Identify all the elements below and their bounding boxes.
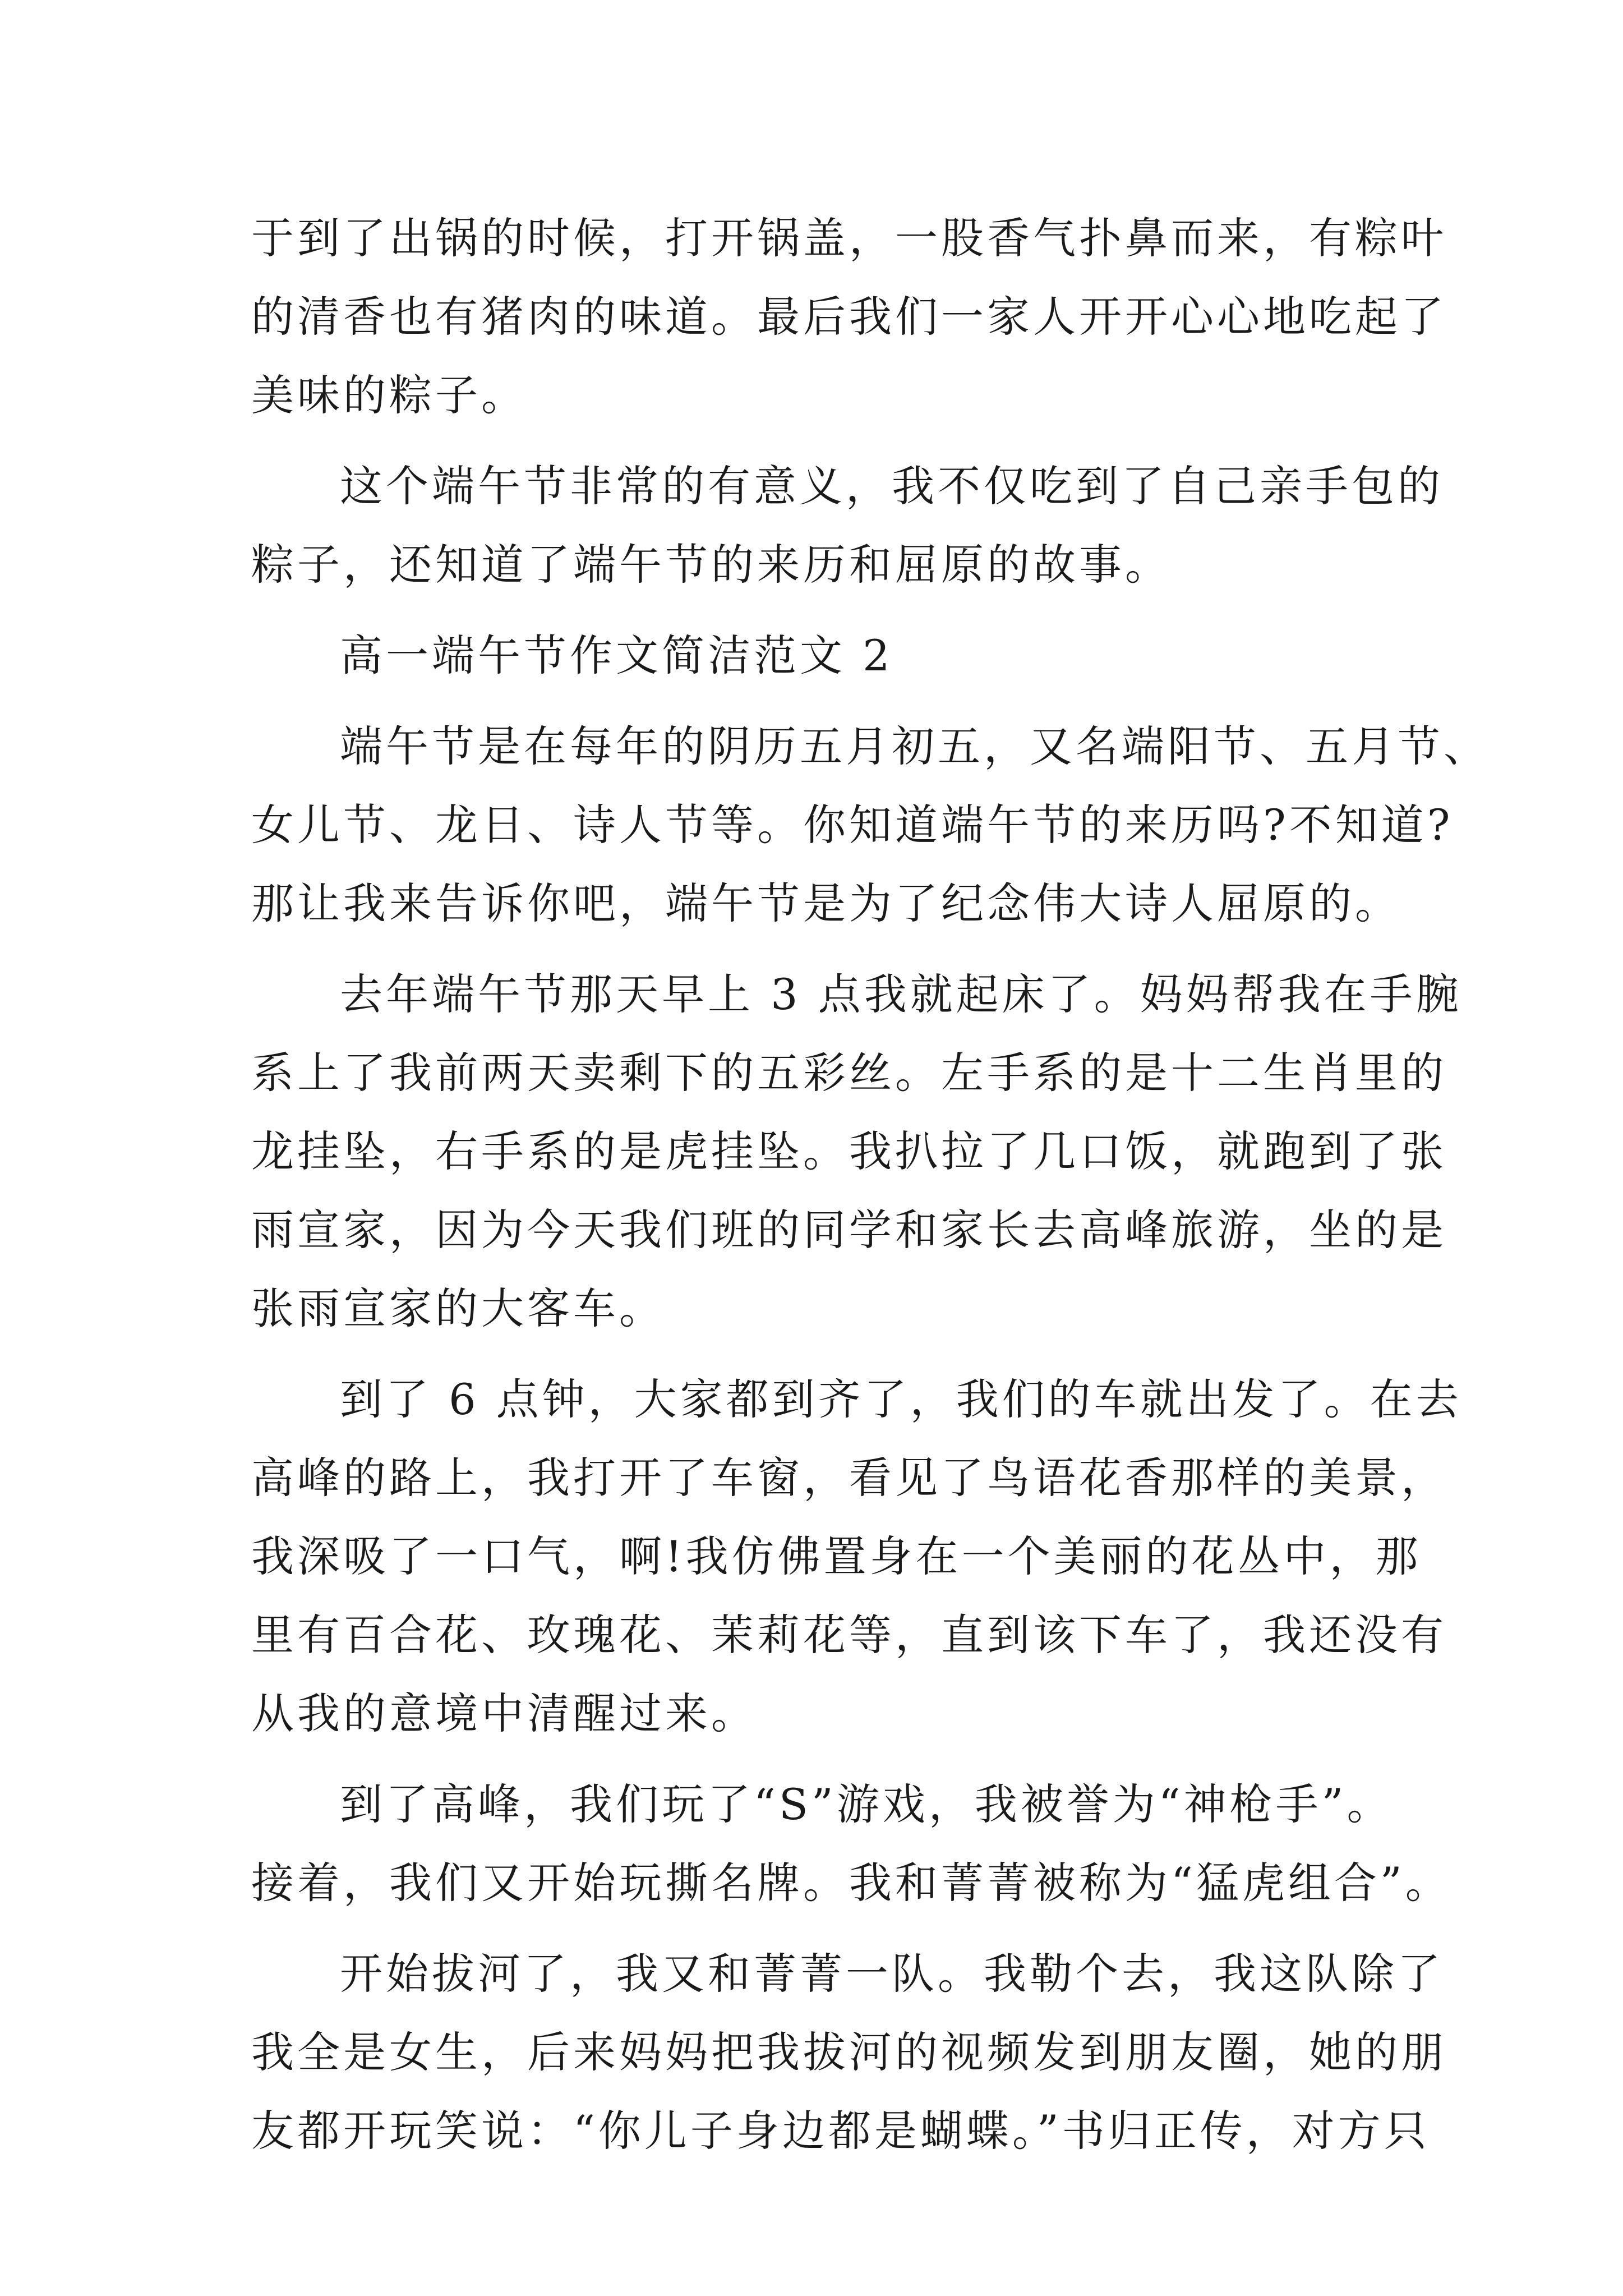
text-line: 系上了我前两天卖剩下的五彩丝。左手系的是十二生肖里的 bbox=[251, 1048, 1447, 1098]
text-line: 美味的粽子。 bbox=[251, 370, 527, 420]
paragraph-first-line: 这个端午节非常的有意义，我不仅吃到了自己亲手包的 bbox=[340, 461, 1444, 511]
paragraph-first-line: 到了高峰，我们玩了“S”游戏，我被誉为“神枪手”。 bbox=[340, 1779, 1393, 1829]
text-line: 我全是女生，后来妈妈把我拔河的视频发到朋友圈，她的朋 bbox=[251, 2027, 1447, 2077]
paragraph-first-line: 去年端午节那天早上 3 点我就起床了。妈妈帮我在手腕 bbox=[340, 969, 1462, 1019]
text-line: 于到了出锅的时候，打开锅盖，一股香气扑鼻而来，有粽叶 bbox=[251, 213, 1447, 263]
text-line: 女儿节、龙日、诗人节等。你知道端午节的来历吗?不知道? bbox=[251, 800, 1454, 850]
text-line: 那让我来告诉你吧，端午节是为了纪念伟大诗人屈原的。 bbox=[251, 878, 1401, 928]
text-line: 雨宣家，因为今天我们班的同学和家长去高峰旅游，坐的是 bbox=[251, 1205, 1447, 1255]
document-body bbox=[251, 199, 1490, 2170]
text-line: 友都开玩笑说：“你儿子身边都是蝴蝶。”书归正传，对方只 bbox=[251, 2106, 1430, 2156]
paragraph-first-line: 到了 6 点钟，大家都到齐了，我们的车就出发了。在去 bbox=[340, 1374, 1462, 1424]
text-line: 接着，我们又开始玩撕名牌。我和菁菁被称为“猛虎组合”。 bbox=[251, 1858, 1451, 1908]
text-line: 龙挂坠，右手系的是虎挂坠。我扒拉了几口饭，就跑到了张 bbox=[251, 1126, 1447, 1176]
text-line: 我深吸了一口气，啊!我仿佛置身在一个美丽的花丛中，那 bbox=[251, 1531, 1422, 1581]
text-line: 张雨宣家的大客车。 bbox=[251, 1283, 665, 1333]
text-line: 从我的意境中清醒过来。 bbox=[251, 1688, 757, 1738]
text-line: 粽子，还知道了端午节的来历和屈原的故事。 bbox=[251, 540, 1171, 590]
paragraph-first-line: 开始拔河了，我又和菁菁一队。我勒个去，我这队除了 bbox=[340, 1949, 1444, 1999]
paragraph-first-line: 端午节是在每年的阴历五月初五，又名端阳节、五月节、 bbox=[340, 721, 1490, 771]
text-line: 里有百合花、玫瑰花、茉莉花等，直到该下车了，我还没有 bbox=[251, 1610, 1447, 1660]
section-heading: 高一端午节作文简洁范文 2 bbox=[340, 631, 893, 680]
text-line: 高峰的路上，我打开了车窗，看见了鸟语花香那样的美景， bbox=[251, 1453, 1447, 1503]
text-line: 的清香也有猪肉的味道。最后我们一家人开开心心地吃起了 bbox=[251, 292, 1447, 342]
